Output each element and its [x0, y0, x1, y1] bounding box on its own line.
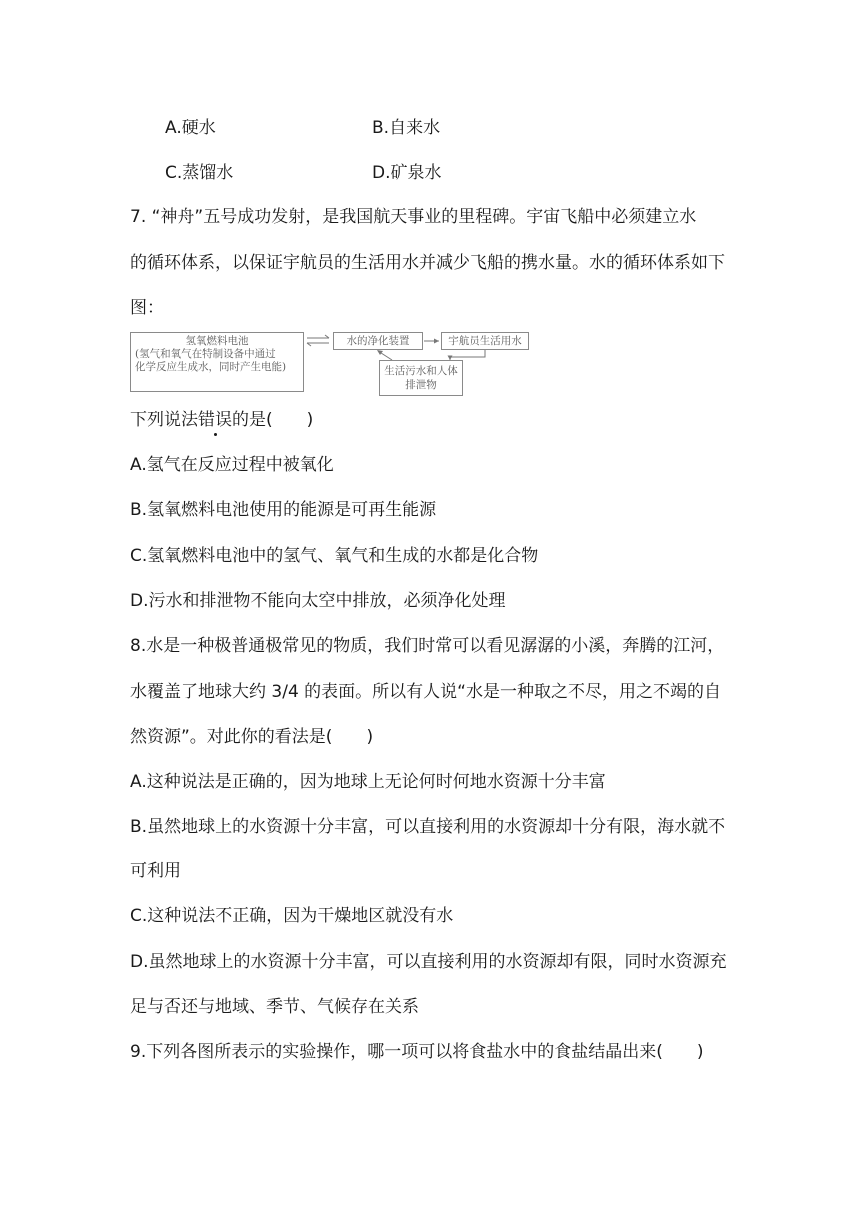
- waste-line-1: 生活污水和人体: [384, 365, 458, 377]
- waste-box: [379, 360, 463, 396]
- q6-option-d: D.矿泉水: [372, 163, 442, 183]
- q7-stem-line-3: 图：: [130, 298, 164, 318]
- q7-question-pre: 下列说法: [130, 410, 198, 430]
- q8-option-c: C.这种说法不正确，因为干燥地区就没有水: [130, 906, 454, 926]
- q7-question-post: 的是( ): [232, 410, 314, 430]
- purifier-box: 水的净化装置: [333, 332, 423, 350]
- q8-option-a: A.这种说法是正确的，因为地球上无论何时何地水资源十分丰富: [130, 772, 606, 792]
- fuel-cell-desc-2: 化学反应生成水，同时产生电能): [135, 361, 287, 373]
- waste-line-2: 排泄物: [405, 379, 437, 391]
- q8-stem-line-1: 8.水是一种极普通极常见的物质，我们时常可以看见潺潺的小溪，奔腾的江河，: [130, 636, 725, 656]
- q7-question: [130, 408, 313, 432]
- q8-option-d-line-1: D.虽然地球上的水资源十分丰富，可以直接利用的水资源却有限，同时水资源充: [130, 952, 727, 972]
- water-cycle-diagram: [130, 330, 530, 396]
- q6-option-c: C.蒸馏水: [165, 163, 234, 183]
- q7-option-a: A.氢气在反应过程中被氧化: [130, 455, 334, 475]
- q7-stem-line-1: 7. “神舟”五号成功发射，是我国航天事业的里程碑。宇宙飞船中必须建立水: [130, 207, 697, 227]
- q6-option-a: A.硬水: [165, 118, 216, 138]
- q9-stem: 9.下列各图所表示的实验操作，哪一项可以将食盐水中的食盐结晶出来( ): [130, 1042, 704, 1062]
- q8-option-b-line-2: 可利用: [130, 861, 181, 881]
- q7-question-emphasis: 错误: [198, 410, 232, 430]
- q7-option-b: B.氢氧燃料电池使用的能源是可再生能源: [130, 500, 437, 520]
- astronaut-water-box: 宇航员生活用水: [441, 332, 529, 350]
- q7-option-c: C.氢氧燃料电池中的氢气、氧气和生成的水都是化合物: [130, 546, 539, 566]
- q8-stem-line-3: 然资源”。对此你的看法是( ): [130, 727, 374, 747]
- q8-option-b-line-1: B.虽然地球上的水资源十分丰富，可以直接利用的水资源却十分有限，海水就不: [130, 817, 726, 837]
- q8-option-d-line-2: 足与否还与地域、季节、气候存在关系: [130, 997, 419, 1017]
- q6-option-b: B.自来水: [372, 118, 441, 138]
- fuel-cell-box: [130, 332, 304, 392]
- fuel-cell-desc-1: (氢气和氧气在特制设备中通过: [135, 348, 276, 360]
- q7-stem-line-2: 的循环体系，以保证宇航员的生活用水并减少飞船的携水量。水的循环体系如下: [130, 253, 725, 273]
- q7-option-d: D.污水和排泄物不能向太空中排放，必须净化处理: [130, 591, 506, 611]
- fuel-cell-title: 氢氧燃料电池: [185, 335, 249, 347]
- q8-stem-line-2: 水覆盖了地球大约 3/4 的表面。所以有人说“水是一种取之不尽，用之不竭的自: [130, 682, 721, 702]
